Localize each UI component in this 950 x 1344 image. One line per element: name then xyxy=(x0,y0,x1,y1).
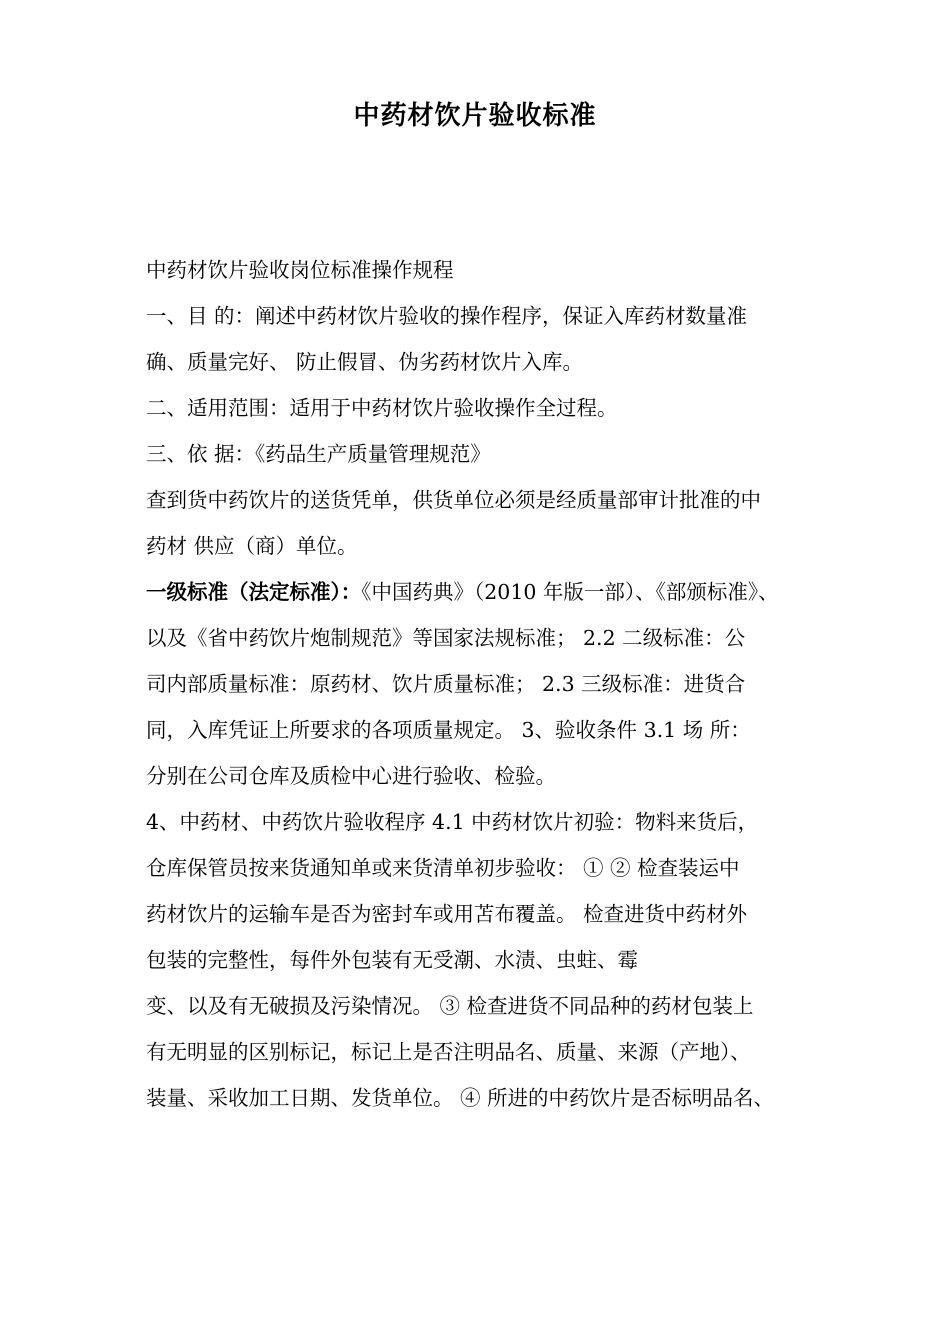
paragraph-line: 4、中药材、中药饮片验收程序 4.1 中药材饮片初验：物料来货后， xyxy=(146,810,759,834)
paragraph-line: 分别在公司仓库及质检中心进行验收、检验。 xyxy=(146,764,556,788)
paragraph-line: 查到货中药饮片的送货凭单，供货单位必须是经质量部审计批准的中 xyxy=(146,488,761,512)
paragraph-line: 药材饮片的运输车是否为密封车或用苫布覆盖。 检查进货中药材外 xyxy=(146,902,748,926)
paragraph-line: 以及《省中药饮片炮制规范》等国家法规标准； 2.2 二级标准：公 xyxy=(146,626,746,650)
document-title: 中药材饮片验收标准 xyxy=(353,101,597,131)
paragraph-line-with-bold xyxy=(146,574,810,620)
paragraph-line: 三、依 据：《药品生产质量管理规范》 xyxy=(146,442,491,466)
paragraph-line: 司内部质量标准：原药材、饮片质量标准； 2.3 三级标准：进货合 xyxy=(146,672,746,696)
paragraph-line: 药材 供应（商）单位。 xyxy=(146,534,358,558)
paragraph-line: 变、以及有无破损及污染情况。 ③ 检查进货不同品种的药材包装上 xyxy=(146,994,754,1018)
paragraph-line: 二、适用范围：适用于中药材饮片验收操作全过程。 xyxy=(146,396,618,420)
paragraph-text: 《中国药典》（2010 年版一部）、《部颁标准》、 xyxy=(361,580,779,604)
document-body xyxy=(146,252,810,1126)
paragraph-line: 一、目 的：阐述中药材饮片验收的操作程序，保证入库药材数量准 xyxy=(146,304,748,328)
paragraph-line: 有无明显的区别标记，标记上是否注明品名、质量、来源（产地）、 xyxy=(146,1040,751,1064)
paragraph-line: 确、质量完好、 防止假冒、伪劣药材饮片入库。 xyxy=(146,350,584,374)
paragraph-line: 包装的完整性，每件外包装有无受潮、水渍、虫蛀、霉 xyxy=(146,948,638,972)
bold-heading: 一级标准（法定标准）： xyxy=(146,580,362,604)
paragraph-line: 装量、采收加工日期、发货单位。 ④ 所进的中药饮片是否标明品名、 xyxy=(146,1086,775,1110)
paragraph-line: 同，入库凭证上所要求的各项质量规定。 3、验收条件 3.1 场 所： xyxy=(146,718,751,742)
paragraph-line: 仓库保管员按来货通知单或来货清单初步验收： ① ② 检查装运中 xyxy=(146,856,740,880)
paragraph-line: 中药材饮片验收岗位标准操作规程 xyxy=(146,258,454,282)
